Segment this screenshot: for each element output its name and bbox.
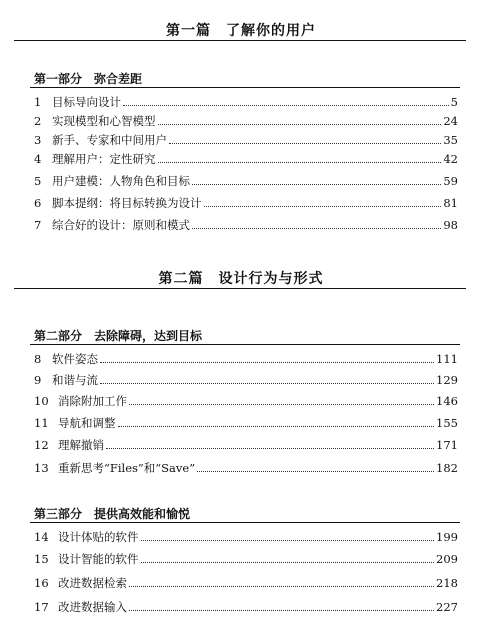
dot-leader	[158, 124, 442, 125]
entry-number: 1	[34, 95, 42, 109]
entry-page: 155	[436, 416, 458, 430]
toc-entry[interactable]	[32, 129, 458, 147]
entry-page: 199	[436, 530, 458, 544]
book-part-2-title: 第二篇 设计行为与形式	[158, 271, 324, 287]
part-1-header: 第一部分 弥合差距	[34, 72, 143, 86]
entry-page: 42	[443, 152, 458, 166]
dot-leader	[192, 228, 441, 229]
toc-entry[interactable]	[32, 170, 458, 188]
part-3-rule	[30, 522, 460, 523]
entry-title: 设计体贴的软件	[58, 530, 139, 544]
entry-page: 5	[450, 95, 458, 109]
entry-number: 13	[34, 461, 49, 475]
entry-number: 17	[34, 600, 49, 614]
toc-entry[interactable]	[32, 412, 458, 430]
entry-title: 导航和调整	[58, 416, 116, 430]
dot-leader	[192, 184, 441, 185]
entry-number: 5	[34, 174, 42, 188]
entry-title: 理解撤销	[58, 438, 104, 452]
toc-entry[interactable]	[32, 369, 458, 387]
toc-entry[interactable]	[32, 214, 458, 232]
dot-leader	[123, 105, 449, 106]
entry-number: 15	[34, 552, 49, 566]
entry-title: 消除附加工作	[58, 394, 127, 408]
entry-number: 9	[34, 373, 42, 387]
entry-title: 设计智能的软件	[58, 552, 139, 566]
entry-number: 14	[34, 530, 49, 544]
book-part-2-rule	[14, 288, 466, 289]
entry-number: 10	[34, 394, 49, 408]
toc-entry[interactable]	[32, 91, 458, 109]
entry-title: 和谐与流	[52, 373, 98, 387]
entry-number: 2	[34, 114, 42, 128]
dot-leader	[169, 143, 441, 144]
dot-leader	[100, 362, 434, 363]
dot-leader	[129, 610, 434, 611]
toc-entry[interactable]	[32, 457, 458, 475]
entry-title: 重新思考“Files”和“Save”	[58, 461, 196, 475]
dot-leader	[141, 562, 435, 563]
dot-leader	[100, 383, 434, 384]
entry-number: 6	[34, 196, 42, 210]
dot-leader	[197, 471, 434, 472]
part-3-header: 第三部分 提供高效能和愉悦	[34, 507, 191, 521]
toc-entry[interactable]	[32, 110, 458, 128]
entry-title: 综合好的设计：原则和模式	[52, 218, 190, 232]
entry-page: 111	[436, 352, 458, 366]
entry-title: 目标导向设计	[52, 95, 121, 109]
entry-page: 171	[436, 438, 458, 452]
entry-title: 新手、专家和中间用户	[52, 133, 167, 147]
part-2-rule	[30, 344, 460, 345]
toc-entry[interactable]	[32, 572, 458, 590]
entry-number: 7	[34, 218, 42, 232]
entry-page: 209	[436, 552, 458, 566]
dot-leader	[129, 586, 434, 587]
book-part-1-rule	[14, 40, 466, 41]
toc-entry[interactable]	[32, 192, 458, 210]
entry-page: 98	[443, 218, 458, 232]
entry-number: 12	[34, 438, 49, 452]
dot-leader	[106, 448, 434, 449]
entry-title: 脚本提纲：将目标转换为设计	[52, 196, 202, 210]
entry-number: 11	[34, 416, 49, 430]
toc-entry[interactable]	[32, 390, 458, 408]
part-2-header: 第二部分 去除障碍，达到目标	[34, 329, 203, 343]
entry-number: 4	[34, 152, 42, 166]
toc-entry[interactable]	[32, 596, 458, 614]
dot-leader	[141, 540, 435, 541]
entry-page: 81	[443, 196, 458, 210]
entry-page: 24	[443, 114, 458, 128]
toc-entry[interactable]	[32, 526, 458, 544]
toc-entry[interactable]	[32, 434, 458, 452]
toc-entry[interactable]	[32, 148, 458, 166]
dot-leader	[118, 426, 435, 427]
entry-title: 改进数据检索	[58, 576, 127, 590]
entry-title: 实现模型和心智模型	[52, 114, 156, 128]
toc-entry[interactable]	[32, 548, 458, 566]
entry-title: 用户建模：人物角色和目标	[52, 174, 190, 188]
entry-page: 59	[443, 174, 458, 188]
entry-title: 理解用户：定性研究	[52, 152, 156, 166]
entry-title: 改进数据输入	[58, 600, 127, 614]
dot-leader	[204, 206, 442, 207]
entry-page: 146	[436, 394, 458, 408]
dot-leader	[129, 404, 434, 405]
entry-page: 218	[436, 576, 458, 590]
entry-number: 16	[34, 576, 49, 590]
toc-entry[interactable]	[32, 348, 458, 366]
entry-page: 129	[436, 373, 458, 387]
entry-number: 3	[34, 133, 42, 147]
dot-leader	[158, 162, 442, 163]
part-1-rule	[30, 87, 460, 88]
entry-title: 软件姿态	[52, 352, 98, 366]
book-part-1-title: 第一篇 了解你的用户	[166, 23, 316, 39]
entry-number: 8	[34, 352, 42, 366]
entry-page: 227	[436, 600, 458, 614]
entry-page: 182	[436, 461, 458, 475]
entry-page: 35	[443, 133, 458, 147]
